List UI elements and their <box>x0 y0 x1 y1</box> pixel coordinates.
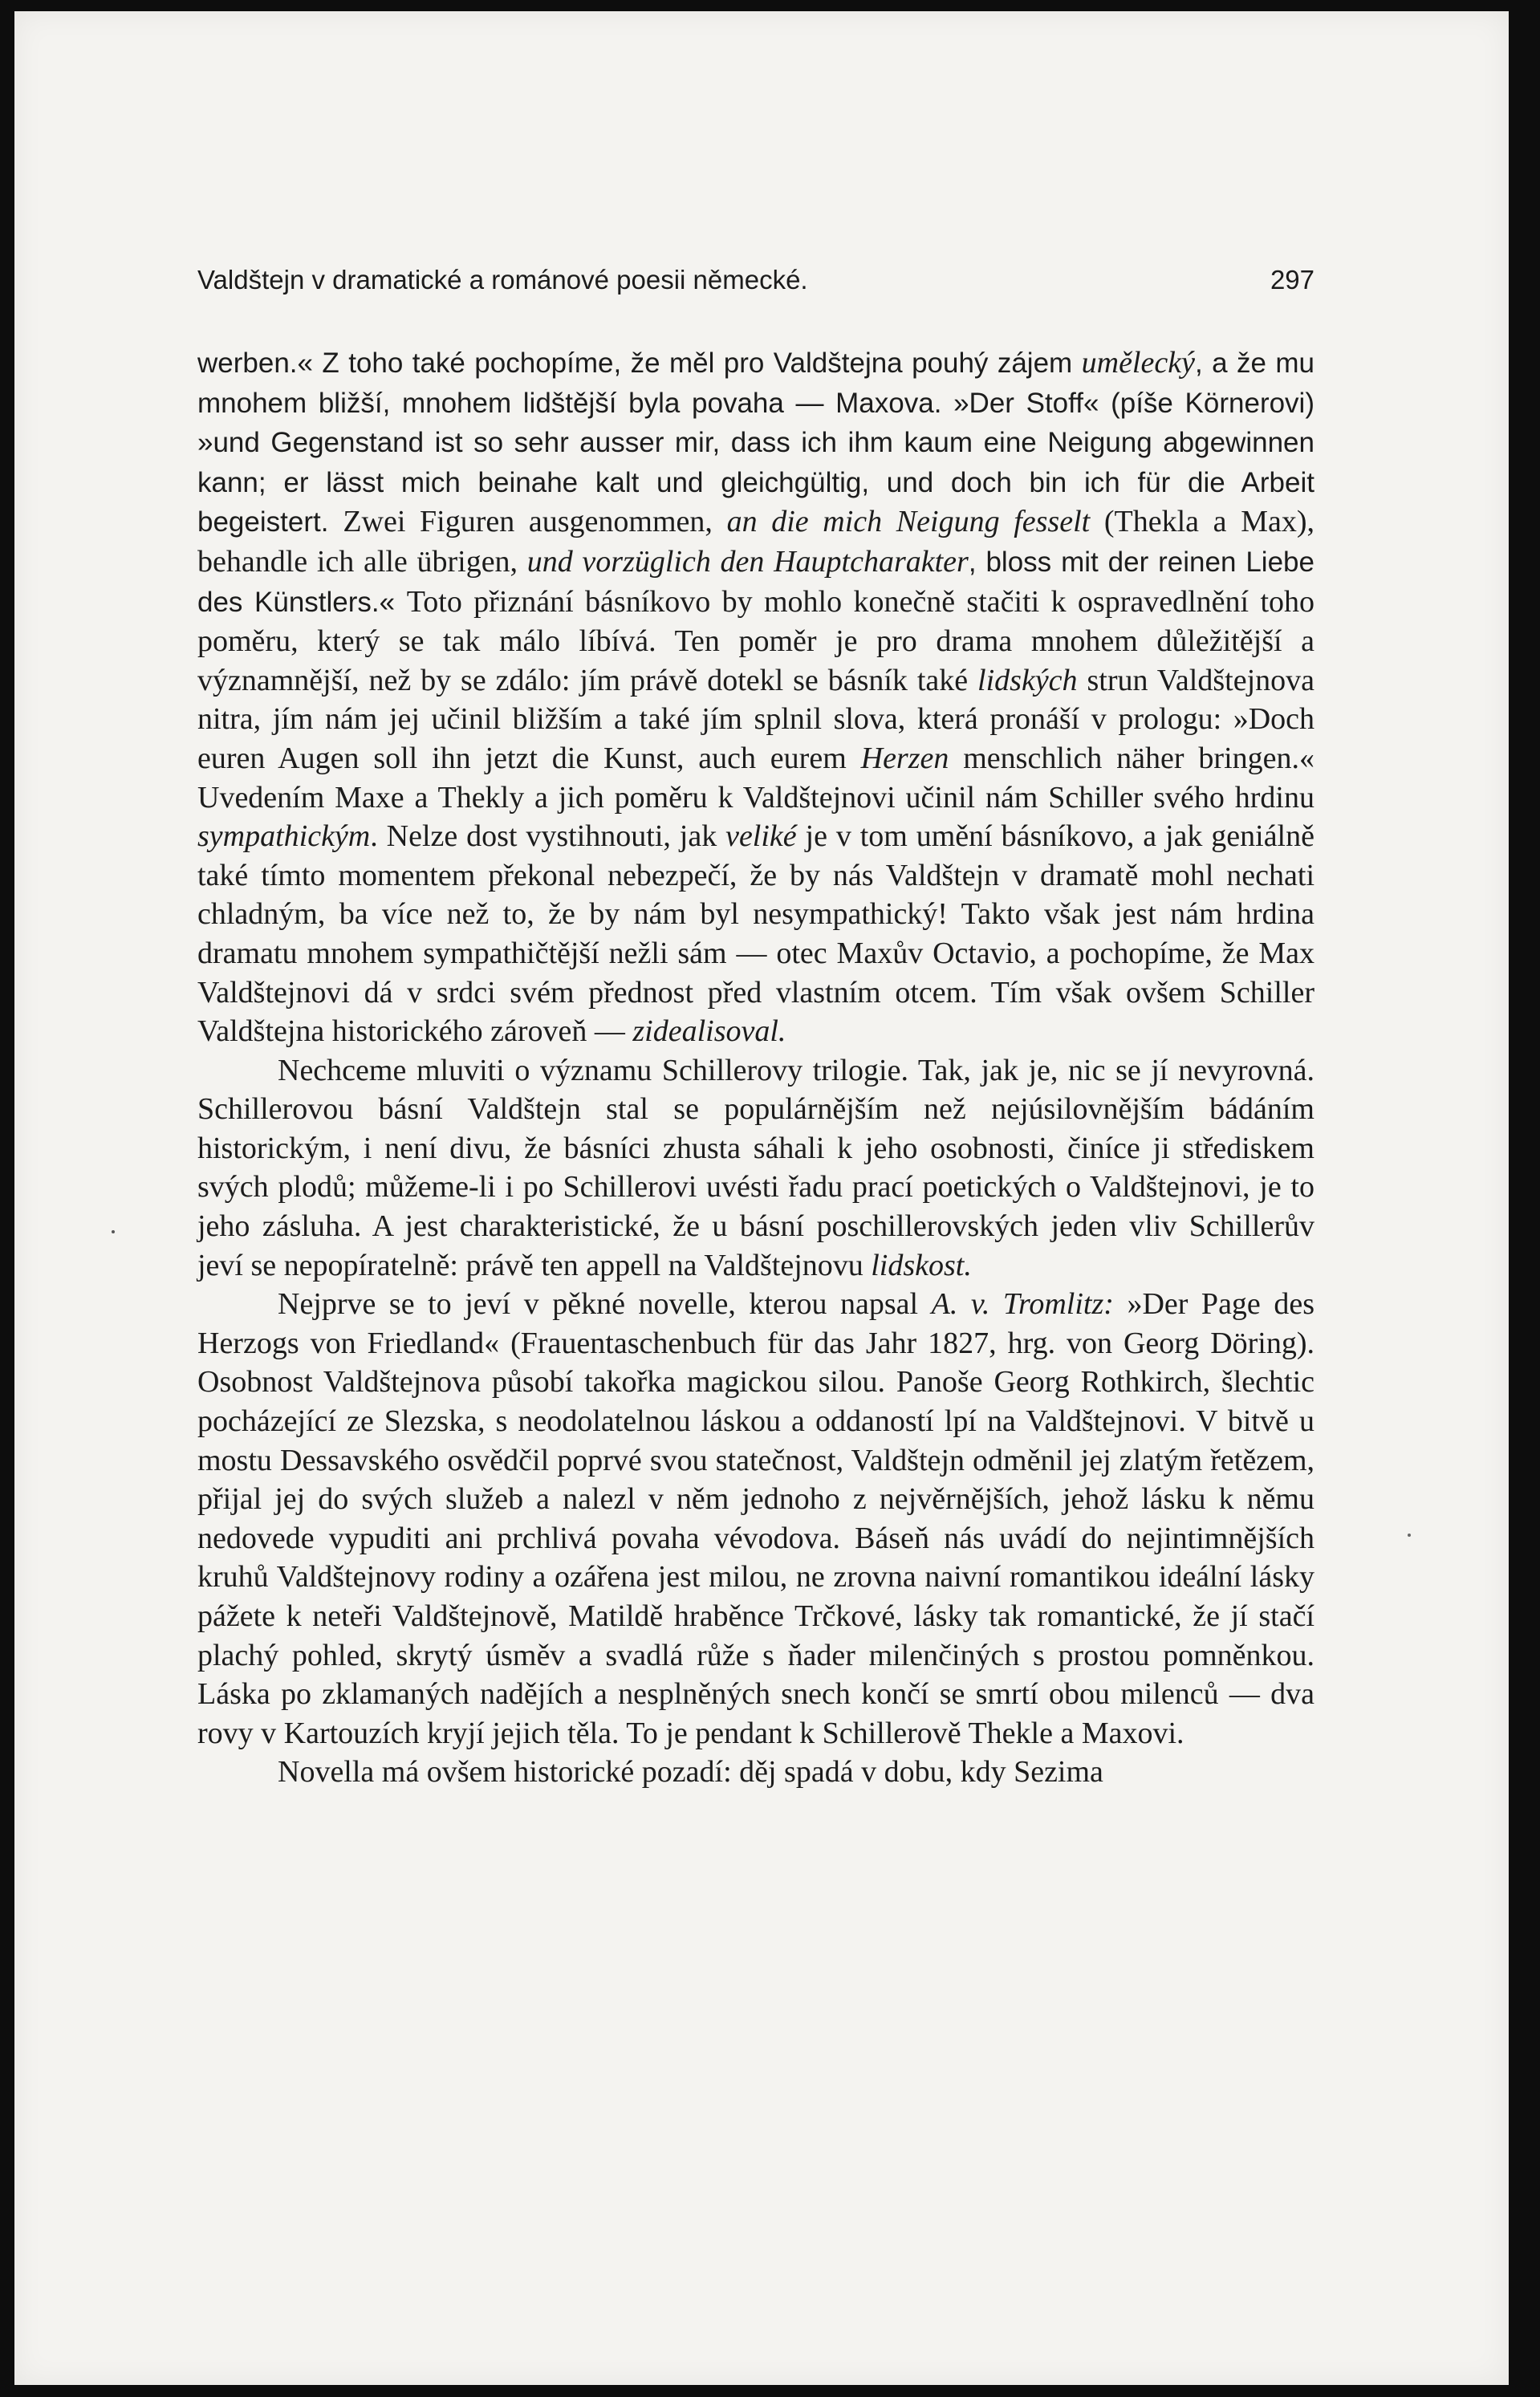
running-header <box>197 265 1314 305</box>
emphasis: umělecký <box>1081 346 1195 380</box>
emphasis: zidealisoval. <box>632 1014 786 1049</box>
text-run: (Thekla a Max), behandle ich alle übrigen, <box>197 505 1315 579</box>
text-run: Novella má ovšem historické pozadí: děj spadá v dobu, kdy Sezima <box>278 1755 1103 1790</box>
text-run: Zwei Figuren ausgenommen, <box>343 505 727 539</box>
emphasis: lidskost. <box>871 1248 972 1282</box>
emphasis: an die mich Neigung fesselt <box>726 505 1091 539</box>
text-run: Nechceme mluviti o významu Schillerovy trilogie. Tak, jak je, nic se jí nevyrovná. Schillerovou básní Valdštejn stal se populárnějším než nejúsilovnějším bádáním historickým, i není divu, že básníci zhusta sáhali k jeho osobnosti, činíce ji střediskem svých plodů; můžeme-li i po Schillerovi uvésti řadu prací poetických o Valdštejnovi, je to jeho zásluha. A jest charakteristické, že u básní poschillerovských jeden vliv Schillerův jeví se nepopíratelně: právě ten appell na Valdštejnovu <box>197 1053 1314 1282</box>
emphasis: sympathickým <box>197 819 371 854</box>
text-run: werben.« Z toho také pochopíme, že měl pro Valdštejna pouhý zájem <box>197 347 1082 379</box>
text-run: »Der Page des Herzogs von Friedland« (Frauentaschenbuch für das Jahr 1827, hrg. von Georg Döring). Osobnost Valdštejnova působí takořka magickou silou. Panoše Georg Rothkirch, šlechtic pocházející ze Slezska, s neodolatelnou láskou a oddaností lpí na Valdštejnovi. V bitvě u mostu Dessavského osvědčil poprvé svou statečnost, Valdštejn odměnil jej zlatým řetězem, přijal jej do svých služeb a nalezl v něm jednoho z nejvěrnějších, jehož lásku k němu nedovede vypuditi ani prchlivá povaha vévodova. Báseň nás uvádí do nejintimnějších kruhů Valdštejnovy rodiny a ozářena jest milou, ne zrovna naivní romantikou ideální lásky pážete k neteři Valdštejnově, Matildě hraběnce Trčkové, lásky tak romantické, že jí stačí plachý pohled, skrytý úsměv a svadlá růže s ňader milenčiných s prostou pomněnkou. Láska po zklamaných nadějích a nesplněných snech končí se smrtí obou milenců — dva rovy v Kartouzích kryjí jejich těla. To je pendant k Schillerově Thekle a Maxovi. <box>197 1287 1314 1750</box>
running-title: Valdštejn v dramatické a románové poesii německé. <box>197 265 808 295</box>
text-run: . Nelze dost vystihnouti, jak <box>370 819 726 854</box>
text-run: je v tom umění básníkovo, a jak geniálně také tímto momentem překonal nebezpečí, že by nás Valdštejn v dramatě mohl nechati chladným, ba více než to, že by nám byl nesympathický! Takto však jest nám hrdina dramatu mnohem sympathičtější nežli sám — otec Maxův Octavio, a pochopíme, že Max Valdštejnovi dá v srdci svém přednost před vlastním otcem. Tím však ovšem Schiller Valdštejna historického zároveň — <box>197 819 1314 1049</box>
paragraph-2 <box>197 1051 1314 1286</box>
emphasis: veliké <box>725 819 797 854</box>
emphasis: und vorzüglich den Hauptcharakter <box>526 544 969 579</box>
book-page <box>14 11 1509 2385</box>
text-run: , bloss mit der reinen Liebe des Künstlers.« <box>197 546 1314 618</box>
page-number: 297 <box>1270 265 1314 295</box>
text-run: Nejprve se to jeví v pěkné novelle, kterou napsal <box>278 1287 932 1322</box>
page-body <box>197 343 1314 1792</box>
emphasis: lidských <box>977 663 1078 697</box>
text-run: , a že mu mnohem bližší, mnohem lidštější byla povaha — Maxova. »Der Stoff« (píše Körnerovi) »und Gegenstand ist so sehr ausser mir, dass ich ihm kaum eine Neigung abgewinnen kann; er lässt mich beinahe kalt und gleichgültig, und doch bin ich für die Arbeit begeistert. <box>197 347 1314 538</box>
emphasis: A. v. Tromlitz: <box>931 1287 1114 1322</box>
text-run: Toto přiznání básníkovo by mohlo konečně stačiti k ospravedlnění toho poměru, který se tak málo líbívá. <box>197 584 1314 659</box>
scan-speck <box>1408 1534 1411 1537</box>
text-run: Ten poměr je pro drama mnohem důležitější a významnější, než by se zdálo: jím právě dotekl se básník také <box>197 624 1314 697</box>
emphasis: Herzen <box>860 741 949 775</box>
text-run: strun Valdštejnova nitra, jím nám jej učinil bližším a také jím splnil slova, která pronáší v prologu: »Doch euren Augen soll ihn jetzt die Kunst, auch eurem <box>197 663 1314 775</box>
paragraph-4 <box>197 1753 1314 1792</box>
scan-speck <box>112 1230 115 1233</box>
text-run: menschlich näher bringen.« Uvedením Maxe a Thekly a jich poměru k Valdštejnovi učinil nám Schiller svého hrdinu <box>197 741 1315 815</box>
paragraph-3 <box>197 1285 1314 1753</box>
paragraph-1 <box>197 343 1314 1051</box>
